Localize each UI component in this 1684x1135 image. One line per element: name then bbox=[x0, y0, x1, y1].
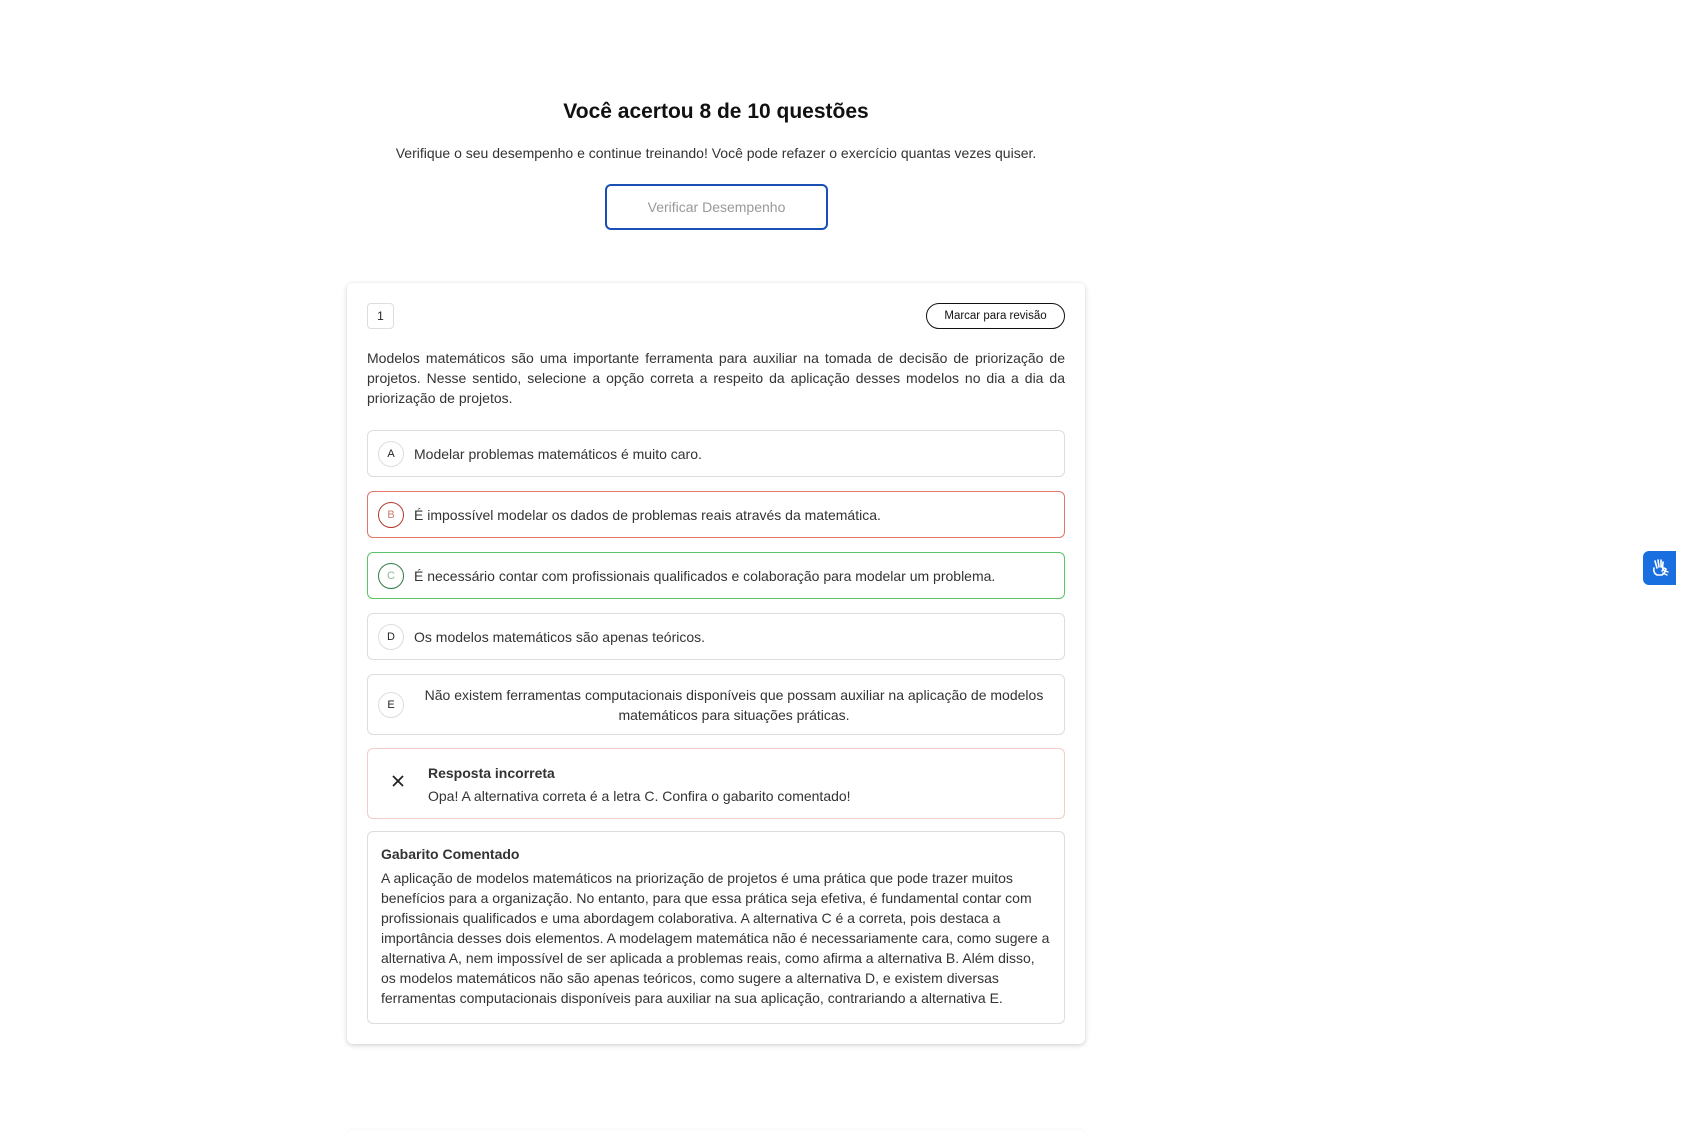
option-d[interactable] bbox=[367, 613, 1065, 660]
option-text: Modelar problemas matemáticos é muito caro. bbox=[414, 445, 702, 462]
option-letter: D bbox=[378, 624, 404, 650]
option-e[interactable] bbox=[367, 674, 1065, 735]
option-text: É necessário contar com profissionais qualificados e colaboração para modelar um problema. bbox=[414, 567, 996, 584]
option-c[interactable] bbox=[367, 552, 1065, 599]
option-letter: A bbox=[378, 441, 404, 467]
commented-answer-text: A aplicação de modelos matemáticos na priorização de projetos é uma prática que pode trazer muitos benefícios para a organização. No entanto, para que essa prática seja efetiva, é fundamental contar com profissionais qualificados e uma abordagem colaborativa. A alternativa C é a correta, pois destaca a importância desses dois elementos. A modelagem matemática não é necessariamente cara, como sugere a alternativa A, nem impossível de ser aplicada a problemas reais, como afirma a alternativa B. Além disso, os modelos matemáticos não são apenas teóricos, como sugere a alternativa D, e existem diversas ferramentas computacionais disponíveis para auxiliar na sua aplicação, contrariando a alternativa E. bbox=[381, 870, 1050, 1006]
option-letter: C bbox=[378, 563, 404, 589]
question-number: 1 bbox=[367, 303, 394, 329]
vlibras-button[interactable] bbox=[1643, 551, 1676, 585]
feedback-text: Opa! A alternativa correta é a letra C. Confira o gabarito comentado! bbox=[428, 788, 851, 804]
option-letter: E bbox=[378, 692, 404, 718]
option-text: Os modelos matemáticos são apenas teóricos. bbox=[414, 628, 706, 645]
verify-performance-button[interactable]: Verificar Desempenho bbox=[605, 184, 828, 230]
question-statement: Modelos matemáticos são uma importante ferramenta para auxiliar na tomada de decisão de priorização de projetos. Nesse sentido, selecione a opção correta a respeito da aplicação desses modelos no dia a dia da priorização de projetos. bbox=[367, 350, 1065, 406]
option-text: É impossível modelar os dados de problemas reais através da matemática. bbox=[414, 506, 881, 523]
commented-answer-title: Gabarito Comentado bbox=[381, 846, 520, 862]
page-title: Você acertou 8 de 10 questões bbox=[563, 100, 869, 123]
next-question-card bbox=[347, 1130, 1085, 1135]
option-b[interactable] bbox=[367, 491, 1065, 538]
mark-for-review-button[interactable]: Marcar para revisão bbox=[926, 303, 1065, 329]
feedback-box bbox=[367, 748, 1065, 819]
option-a[interactable] bbox=[367, 430, 1065, 477]
option-text: Não existem ferramentas computacionais disponíveis que possam auxiliar na aplicação de modelos matemáticos para situações práticas. bbox=[424, 686, 1044, 723]
page-subtitle: Verifique o seu desempenho e continue treinando! Você pode refazer o exercício quantas vezes quiser. bbox=[395, 145, 1037, 161]
close-icon bbox=[388, 771, 408, 791]
commented-answer bbox=[367, 831, 1065, 1024]
sign-language-icon bbox=[1649, 557, 1671, 579]
feedback-title: Resposta incorreta bbox=[428, 765, 555, 781]
option-letter: B bbox=[378, 502, 404, 528]
question-card bbox=[347, 283, 1085, 1044]
